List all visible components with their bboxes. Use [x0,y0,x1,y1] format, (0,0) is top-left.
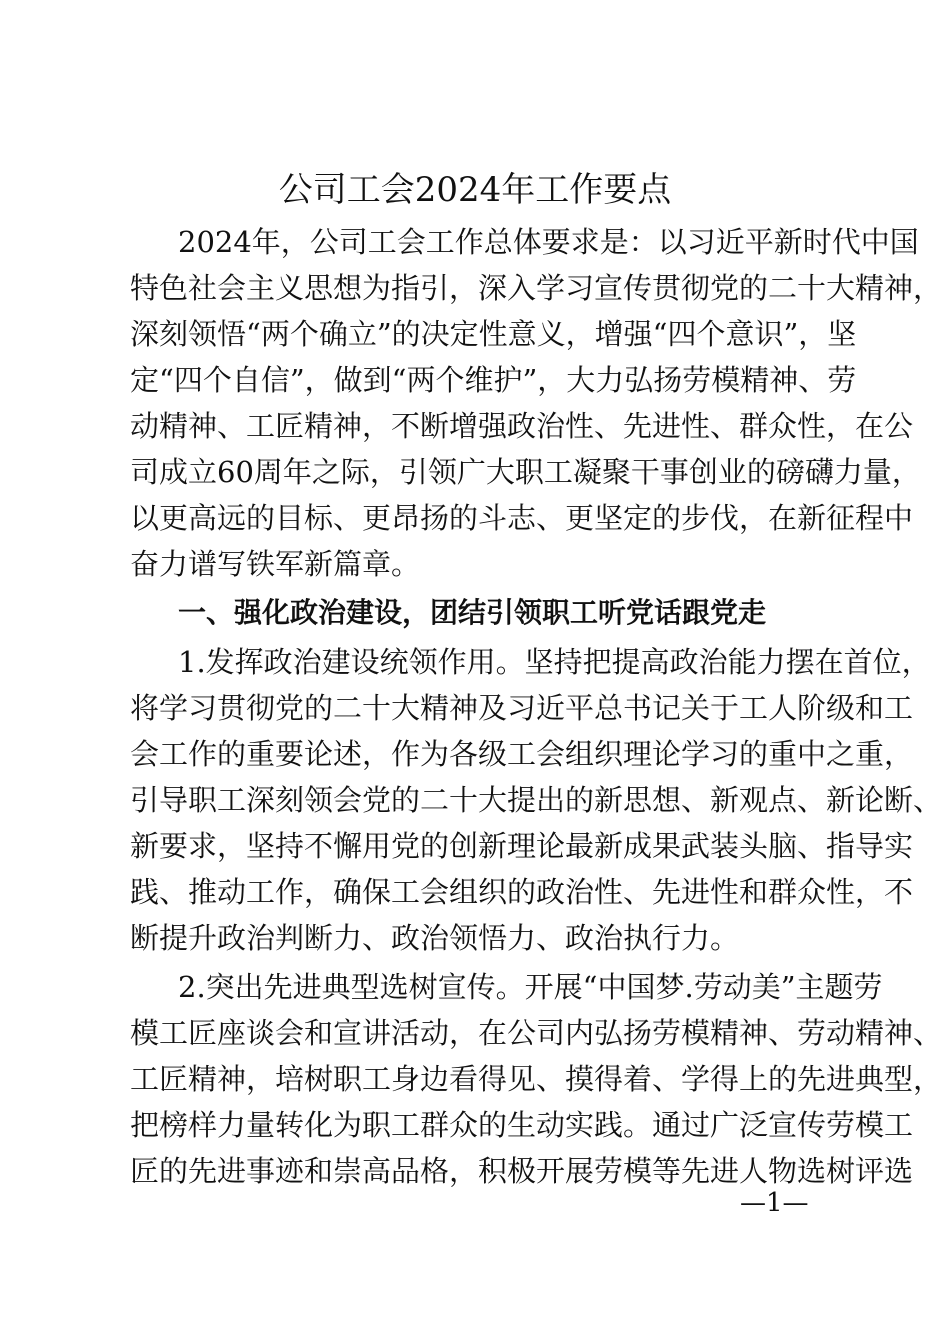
text-line: 2.突出先进典型选树宣传。开展“中国梦.劳动美”主题劳 [178,970,883,1004]
text-line: 将学习贯彻党的二十大精神及习近平总书记关于工人阶级和工 [130,691,914,725]
text-line: 把榜样力量转化为职工群众的生动实践。通过广泛宣传劳模工 [130,1108,914,1142]
paragraph [130,219,943,587]
text-line: 2024年，公司工会工作总体要求是：以习近平新时代中国 [178,225,919,259]
text-line: 司成立60周年之际，引领广大职工凝聚干事创业的磅礴力量， [130,455,921,489]
text-line: 以更高远的目标、更昂扬的斗志、更坚定的步伐，在新征程中 [130,501,914,535]
text-line: 引导职工深刻领会党的二十大提出的新思想、新观点、新论断、 [130,783,943,817]
text-line: 深刻领悟“两个确立”的决定性意义，增强“四个意识”，坚 [130,317,857,351]
text-line: 模工匠座谈会和宣讲活动，在公司内弘扬劳模精神、劳动精神、 [130,1016,943,1050]
text-line: 动精神、工匠精神，不断增强政治性、先进性、群众性，在公 [130,409,914,443]
page-number: —1— [740,1188,809,1218]
text-line: 工匠精神，培树职工身边看得见、摸得着、学得上的先进典型， [130,1062,943,1096]
text-line: 1.发挥政治建设统领作用。坚持把提高政治能力摆在首位， [178,645,931,679]
paragraph [130,639,943,961]
text-line: 新要求，坚持不懈用党的创新理论最新成果武装头脑、指导实 [130,829,914,863]
text-line: 定“四个自信”，做到“两个维护”，大力弘扬劳模精神、劳 [130,363,857,397]
text-line: 特色社会主义思想为指引，深入学习宣传贯彻党的二十大精神， [130,271,943,305]
document-body [130,219,943,1197]
paragraph [130,964,943,1194]
text-line: 践、推动工作，确保工会组织的政治性、先进性和群众性，不 [130,875,914,909]
text-line: 一、强化政治建设，团结引领职工听党话跟党走 [178,596,767,629]
document-title: 公司工会2024年工作要点 [278,170,672,210]
section-heading [130,590,834,636]
text-line: 断提升政治判断力、政治领悟力、政治执行力。 [130,921,740,955]
text-line: 匠的先进事迹和崇高品格，积极开展劳模等先进人物选树评选 [130,1154,914,1188]
text-line: 会工作的重要论述，作为各级工会组织理论学习的重中之重， [130,737,914,771]
text-line: 奋力谱写铁军新篇章。 [130,547,421,581]
